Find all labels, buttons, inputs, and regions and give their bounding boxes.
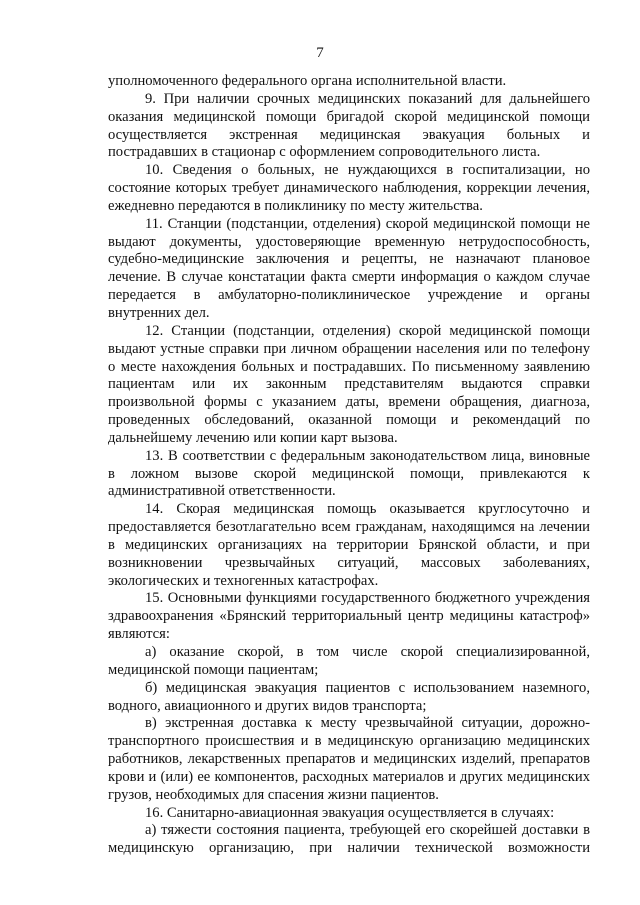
paragraph-9: 9. При наличии срочных медицинских показаний для дальнейшего оказания медицинской помощи бригадой скорой медицинской помощи осуществляется экстренная медицинская эвакуация больных и пострадавших в стационар с оформлением сопроводительного листа. <box>108 90 590 161</box>
paragraph-13: 13. В соответствии с федеральным законодательством лица, виновные в ложном вызове скорой медицинской помощи, привлекаются к административной ответственности. <box>108 447 590 500</box>
document-body <box>108 73 590 858</box>
paragraph-16-item-a: а) тяжести состояния пациента, требующей его скорейшей доставки в медицинскую организацию, при наличии технической возможности <box>108 822 590 857</box>
paragraph-continuation: уполномоченного федерального органа исполнительной власти. <box>108 73 507 89</box>
paragraph-10: 10. Сведения о больных, не нуждающихся в госпитализации, но состояние которых требует динамического наблюдения, коррекции лечения, ежедневно передаются в поликлинику по месту жительства. <box>108 162 590 214</box>
page-number: 7 <box>316 45 324 61</box>
paragraph-12: 12. Станции (подстанции, отделения) скорой медицинской помощи выдают устные справки при личном обращении населения или по телефону о месте нахождения больных и пострадавших. По письменному заявлению пациентам или их законным представителям выдаются справки произвольной формы с указанием даты, времени обращения, диагноза, проведенных обследований, оказанной помощи и рекомендаций по дальнейшему лечению или копии карт вызова. <box>108 322 590 446</box>
paragraph-15: 15. Основными функциями государственного бюджетного учреждения здравоохранения «Брянский территориальный центр медицины катастроф» являются: <box>108 590 590 643</box>
paragraph-15-item-b: б) медицинская эвакуация пациентов с использованием наземного, водного, авиационного и других видов транспорта; <box>108 679 590 714</box>
paragraph-14: 14. Скорая медицинская помощь оказывается круглосуточно и предоставляется безотлагательно всем гражданам, находящимся на лечении в медицинских организациях на территории Брянской области, и при возникновении чрезвычайных ситуаций, массовых заболеваниях, экологических и техногенных катастрофах. <box>108 501 590 589</box>
paragraph-15-item-c: в) экстренная доставка к месту чрезвычайной ситуации, дорожно-транспортного происшествия и в медицинскую организацию медицинских работников, лекарственных препаратов и медицинских изделий, препаратов крови и (или) ее компонентов, расходных материалов и других медицинских грузов, необходимых для спасения жизни пациентов. <box>108 715 590 803</box>
paragraph-15-item-a: а) оказание скорой, в том числе скорой специализированной, медицинской помощи пациентам; <box>108 644 590 678</box>
paragraph-16: 16. Санитарно-авиационная эвакуация осуществляется в случаях: <box>145 804 555 821</box>
paragraph-11: 11. Станции (подстанции, отделения) скорой медицинской помощи не выдают документы, удостоверяющие временную нетрудоспособность, судебно-медицинские заключения и рецепты, не назначают плановое лечение. В случае констатации факта смерти информация о каждом случае передается в амбулаторно-поликлиническое учреждение и органы внутренних дел. <box>108 215 590 321</box>
